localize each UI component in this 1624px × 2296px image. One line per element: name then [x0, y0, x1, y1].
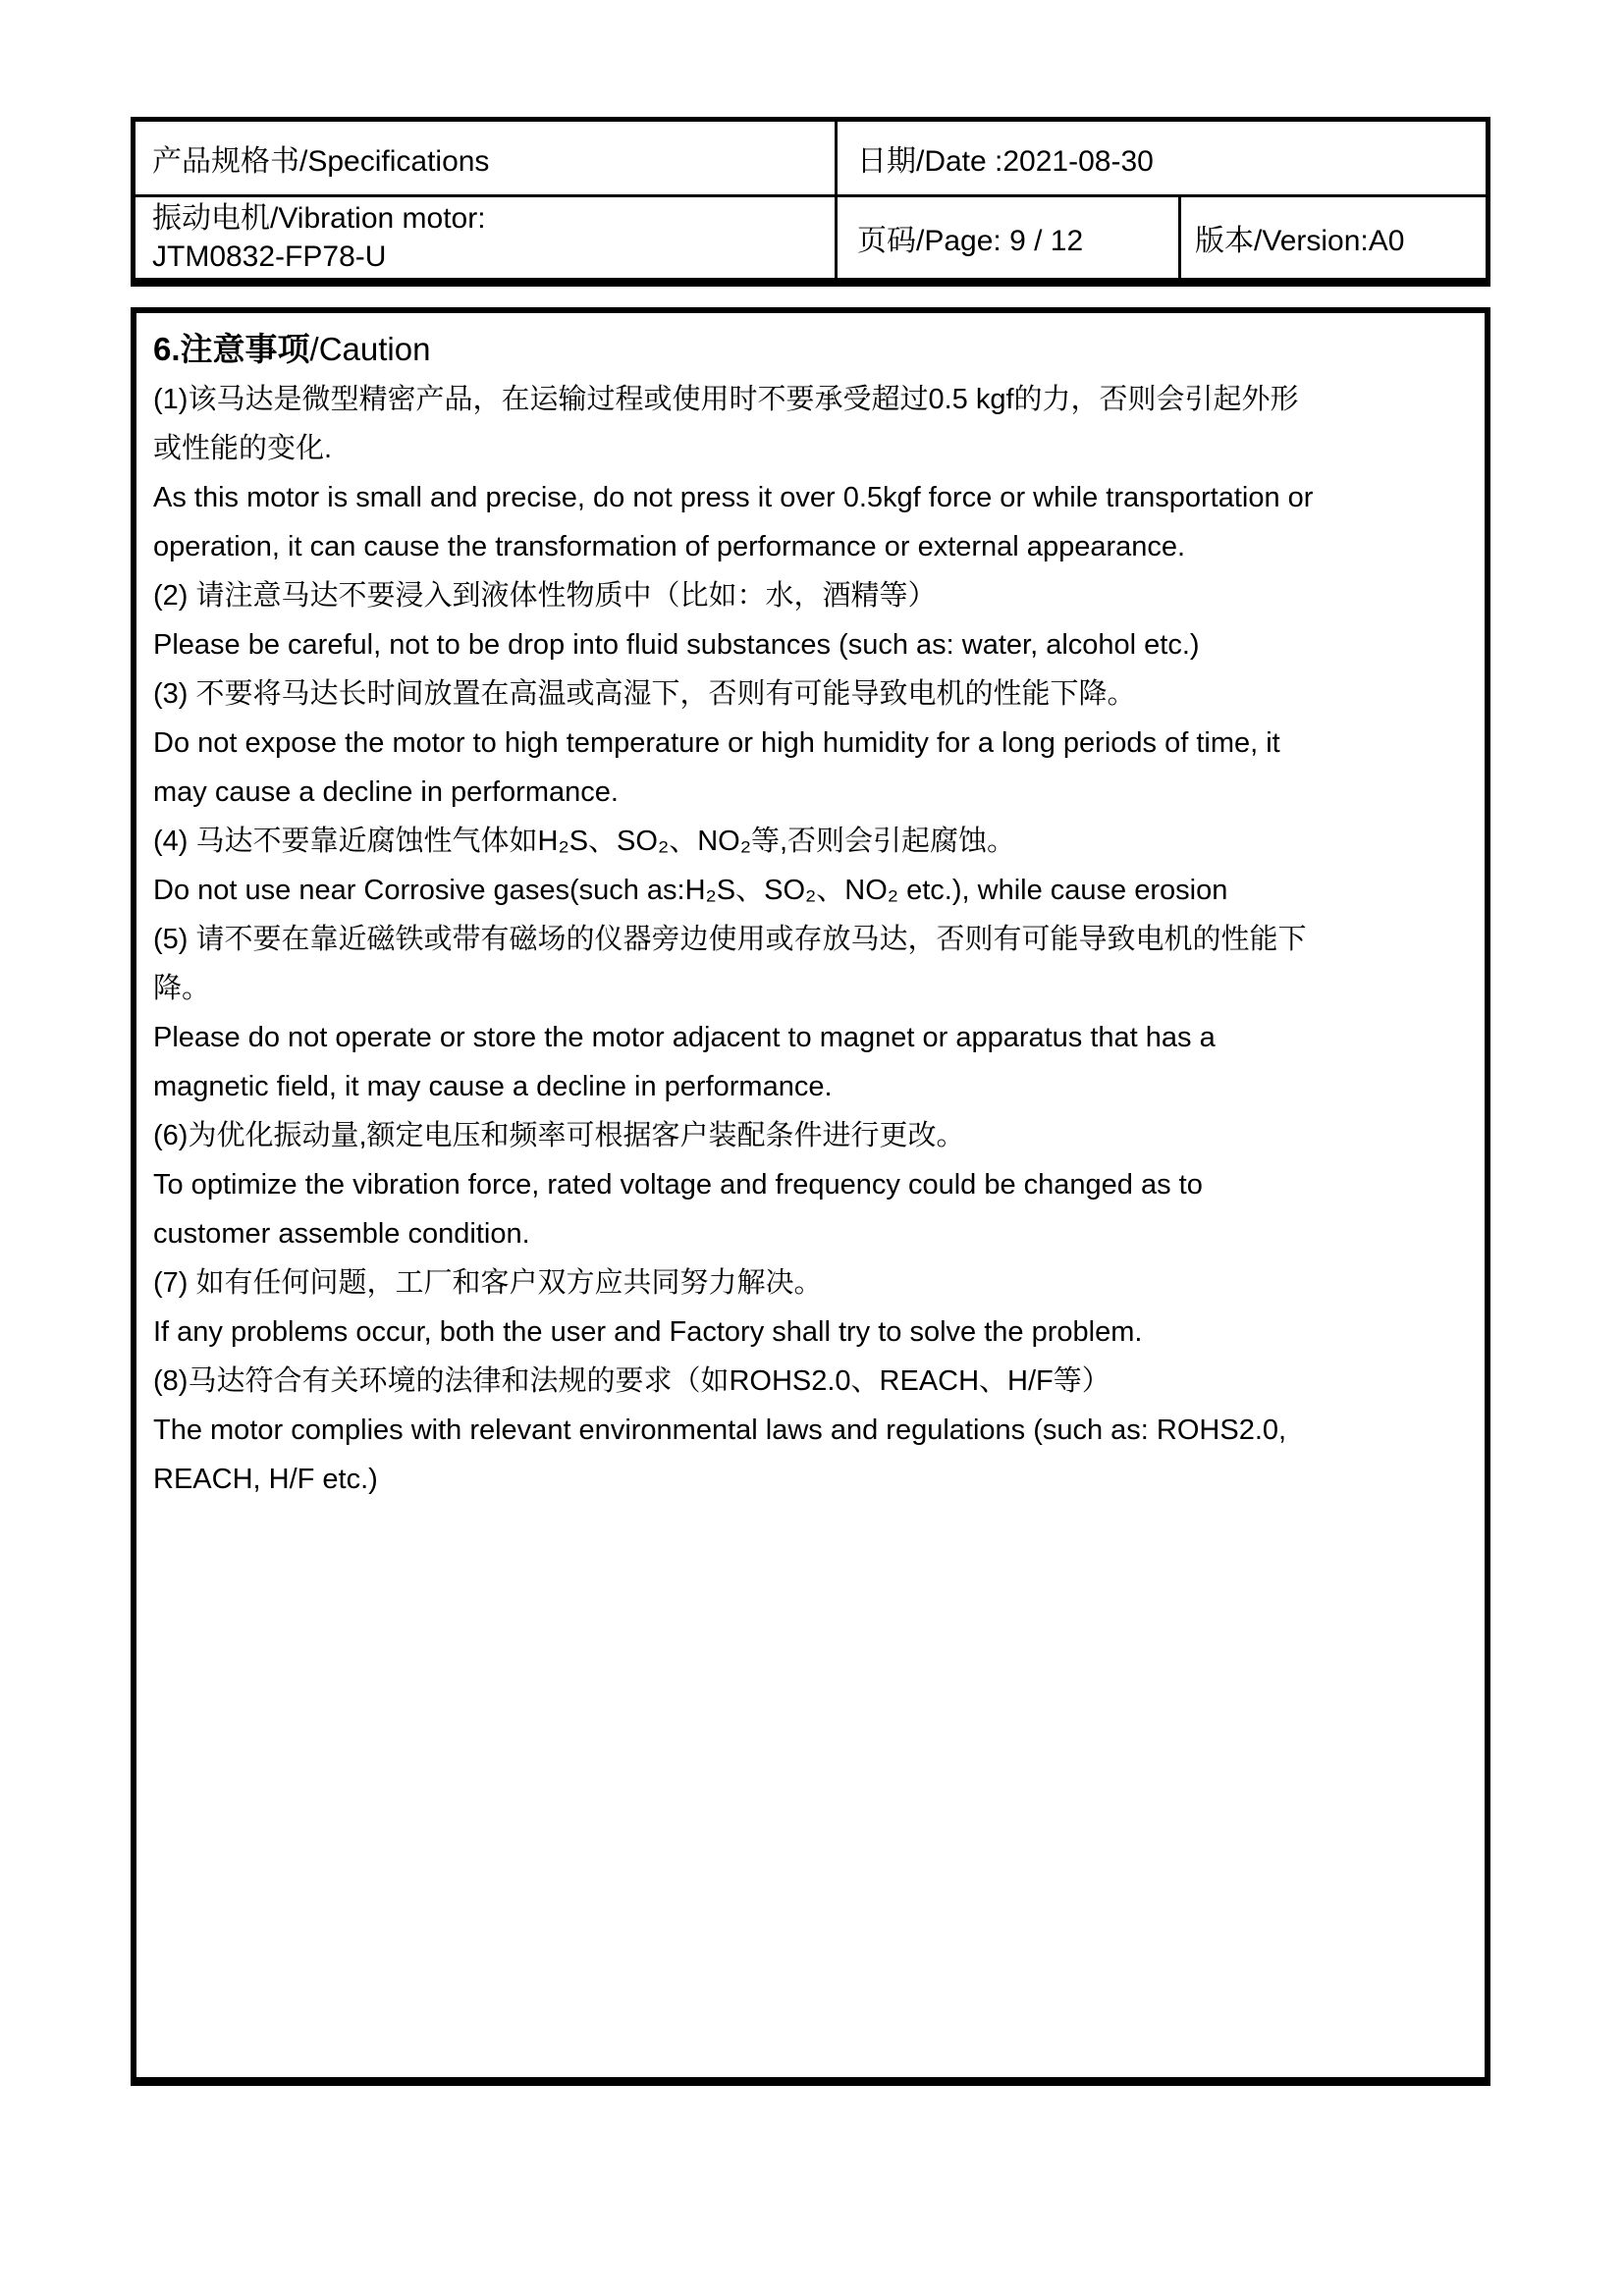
- caution-line: Please be careful, not to be drop into fluid substances (such as: water, alcohol etc.): [153, 629, 1200, 661]
- caution-line: operation, it can cause the transformation of performance or external appearance.: [153, 531, 1186, 562]
- caution-line: The motor complies with relevant environmental laws and regulations (such as: ROHS2.0,: [153, 1415, 1287, 1446]
- caution-line: (2) 请注意马达不要浸入到液体性物质中（比如：水，酒精等）: [153, 580, 937, 612]
- product-type-label: 振动电机/Vibration motor:: [152, 202, 486, 235]
- caution-line: Do not expose the motor to high temperature or high humidity for a long periods of time, it: [153, 727, 1280, 759]
- version-cell: [1181, 197, 1486, 278]
- product-cell: [135, 197, 838, 278]
- caution-line: 降。: [153, 973, 211, 1004]
- caution-line: (8)马达符合有关环境的法律和法规的要求（如ROHS2.0、REACH、H/F等）: [153, 1365, 1110, 1397]
- spec-title-cell: [135, 122, 838, 194]
- caution-line: Do not use near Corrosive gases(such as:H₂S、SO₂、NO₂ etc.), while cause erosion: [153, 875, 1228, 906]
- caution-title-zh: 6.注意事项: [153, 331, 310, 367]
- date-cell: [838, 122, 1486, 194]
- caution-section: [131, 307, 1490, 2086]
- caution-line: REACH, H/F etc.): [153, 1464, 378, 1495]
- caution-line: (7) 如有任何问题，工厂和客户双方应共同努力解决。: [153, 1267, 823, 1299]
- page-number-label: 页码/Page: 9 / 12: [857, 225, 1084, 257]
- caution-line: If any problems occur, both the user and Factory shall try to solve the problem.: [153, 1316, 1143, 1348]
- page-number-cell: [838, 197, 1181, 278]
- caution-line: Please do not operate or store the motor adjacent to magnet or apparatus that has a: [153, 1022, 1216, 1053]
- caution-line: 或性能的变化.: [153, 433, 333, 464]
- caution-line: As this motor is small and precise, do not press it over 0.5kgf force or while transportation or: [153, 482, 1314, 513]
- caution-title-en: /Caution: [309, 331, 431, 367]
- header-table: [131, 117, 1490, 287]
- date-label: 日期/Date :2021-08-30: [857, 145, 1154, 178]
- caution-line: To optimize the vibration force, rated voltage and frequency could be changed as to: [153, 1169, 1203, 1201]
- caution-line: magnetic field, it may cause a decline in performance.: [153, 1071, 833, 1102]
- product-model-label: JTM0832-FP78-U: [152, 240, 387, 273]
- caution-line: (1)该马达是微型精密产品，在运输过程或使用时不要承受超过0.5 kgf的力，否则会引起外形: [153, 384, 1299, 415]
- caution-line: customer assemble condition.: [153, 1218, 530, 1250]
- caution-line: (3) 不要将马达长时间放置在高温或高湿下，否则有可能导致电机的性能下降。: [153, 678, 1136, 710]
- caution-line: (5) 请不要在靠近磁铁或带有磁场的仪器旁边使用或存放马达，否则有可能导致电机的性能下: [153, 924, 1307, 955]
- caution-line: (6)为优化振动量,额定电压和频率可根据客户装配条件进行更改。: [153, 1120, 965, 1151]
- spec-title-label: 产品规格书/Specifications: [152, 145, 490, 178]
- header-row-1: [135, 122, 1486, 197]
- version-label: 版本/Version:A0: [1195, 225, 1405, 257]
- caution-line: may cause a decline in performance.: [153, 776, 619, 808]
- caution-line: (4) 马达不要靠近腐蚀性气体如H₂S、SO₂、NO₂等,否则会引起腐蚀。: [153, 826, 1016, 857]
- header-row-2: [135, 197, 1486, 278]
- caution-section-title: [153, 323, 1477, 375]
